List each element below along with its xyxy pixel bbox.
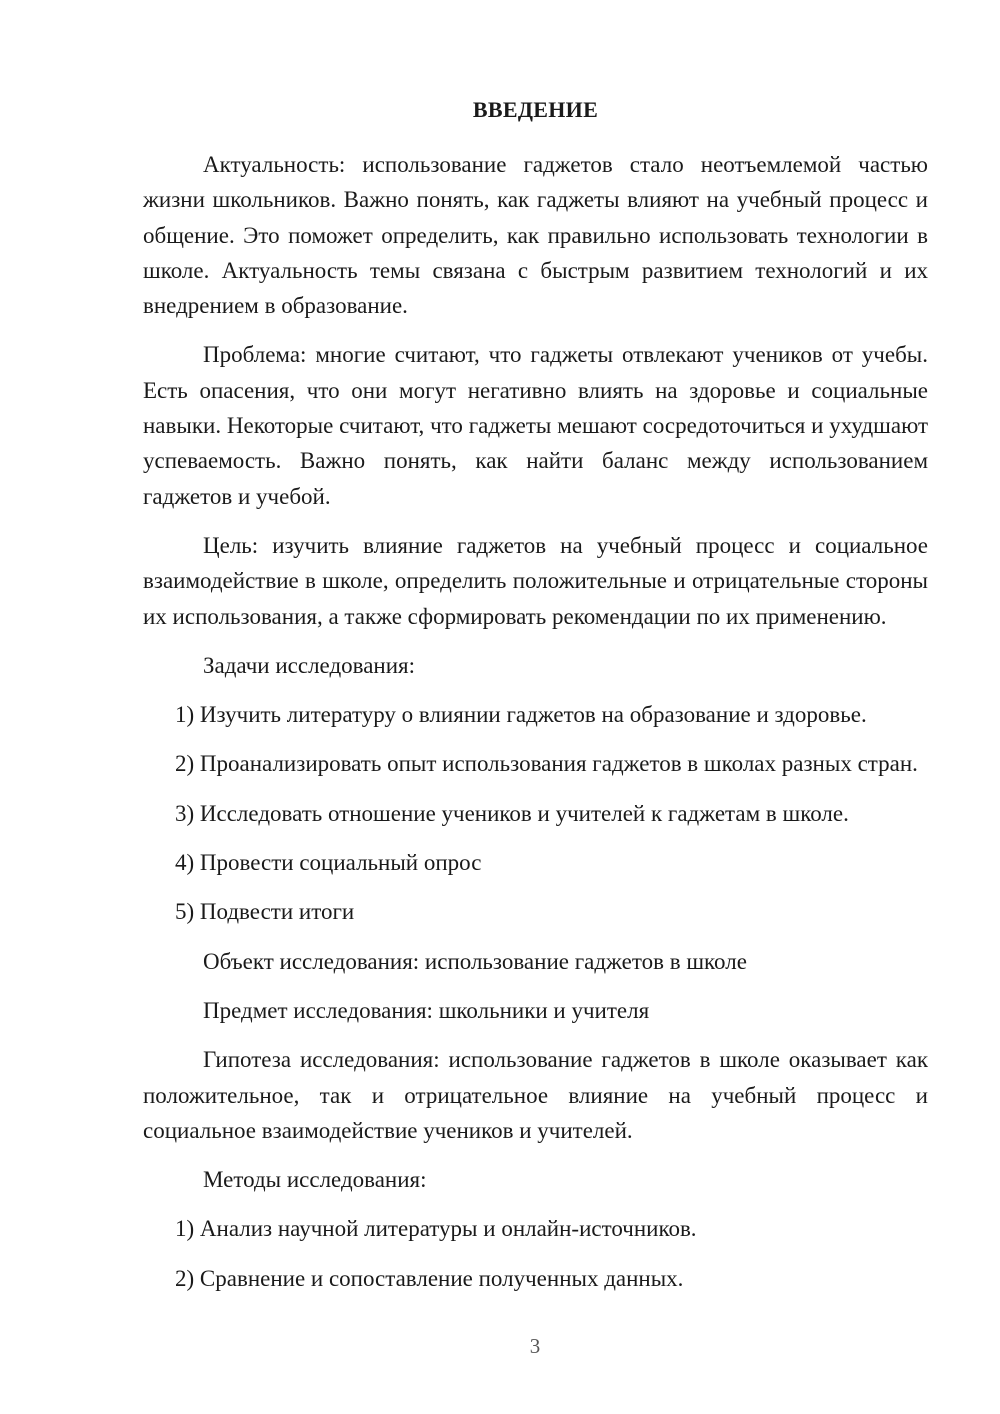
relevance-paragraph: Актуальность: использование гаджетов стало неотъемлемой частью жизни школьников. Важно понять, как гаджеты влияют на учебный процесс и общение. Это поможет определить, как правильно использовать технологии в школе. Актуальность темы связана с быстрым развитием технологий и их внедрением в образование. [143,152,928,319]
task-item: 1) Изучить литературу о влиянии гаджетов на образование и здоровье. [175,702,867,728]
method-item: 2) Сравнение и сопоставление полученных данных. [175,1265,684,1291]
problem-paragraph: Проблема: многие считают, что гаджеты отвлекают учеников от учебы. Есть опасения, что они могут негативно влиять на здоровье и социальные навыки. Некоторые считают, что гаджеты мешают сосредоточиться и ухудшают успеваемость. Важно понять, как найти баланс между использованием гаджетов и учебой. [143,342,928,509]
hypothesis-paragraph: Гипотеза исследования: использование гаджетов в школе оказывает как положительное, так и отрицательное влияние на учебный процесс и социальное взаимодействие учеников и учителей. [143,1047,928,1143]
page-title: ВВЕДЕНИЕ [472,97,599,122]
goal-paragraph: Цель: изучить влияние гаджетов на учебный процесс и социальное взаимодействие в школе, определить положительные и отрицательные стороны их использования, а также сформировать рекомендации по их применению. [143,532,928,629]
task-item: 2) Проанализировать опыт использования гаджетов в школах разных стран. [175,751,918,777]
method-item: 1) Анализ научной литературы и онлайн-источников. [175,1216,697,1242]
object-line: Объект исследования: использование гаджетов в школе [203,948,747,974]
page-content [143,95,928,1310]
task-item: 4) Провести социальный опрос [175,850,482,876]
subject-line: Предмет исследования: школьники и учителя [203,997,650,1023]
page-number: 3 [529,1334,541,1358]
task-item: 3) Исследовать отношение учеников и учителей к гаджетам в школе. [175,800,849,826]
methods-heading: Методы исследования: [203,1167,427,1193]
task-item: 5) Подвести итоги [175,899,355,925]
tasks-heading: Задачи исследования: [203,652,416,678]
